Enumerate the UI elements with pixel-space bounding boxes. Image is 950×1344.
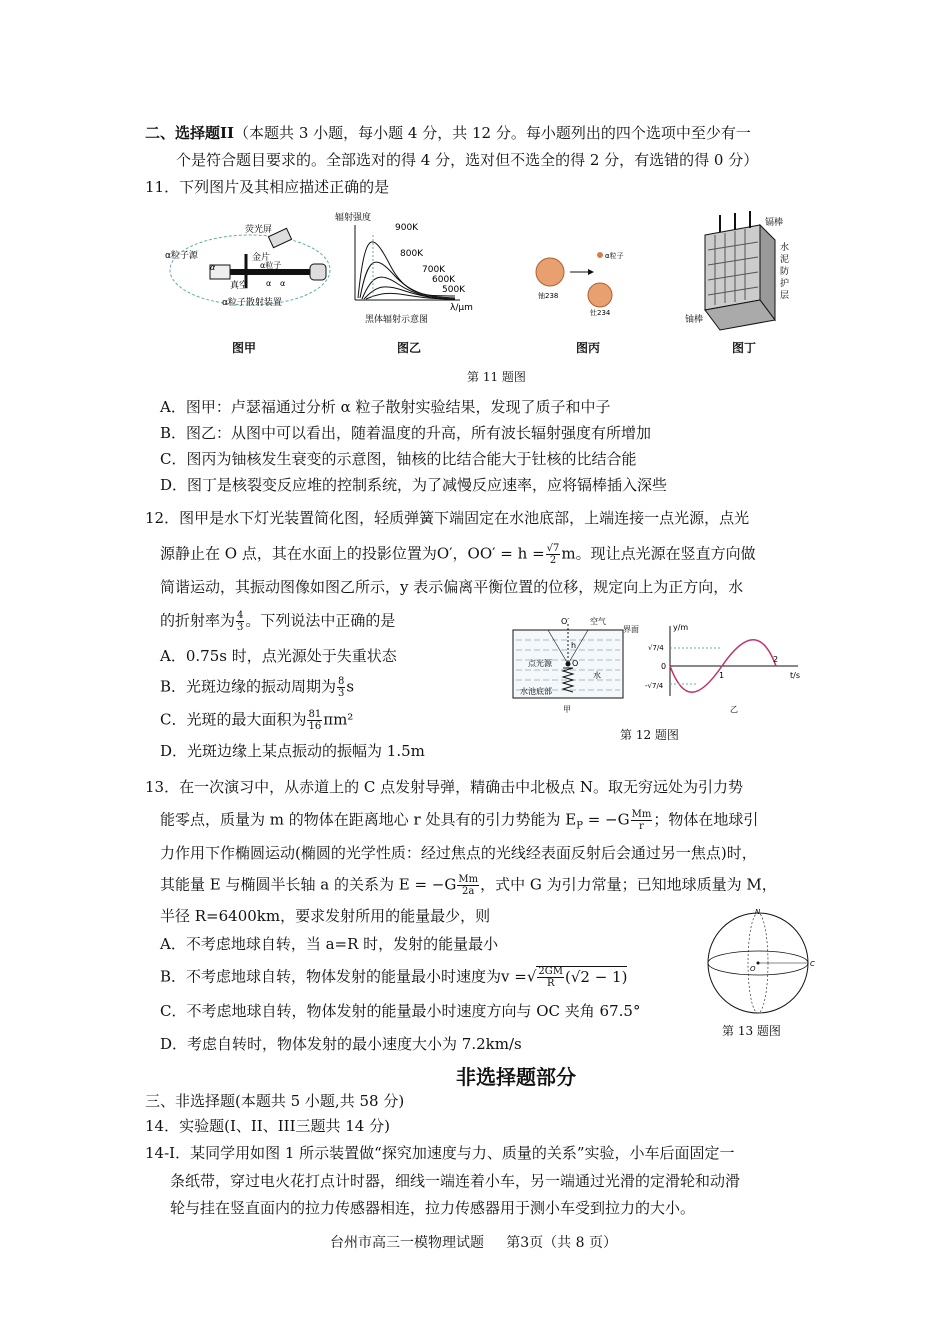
jia-a2: α (266, 279, 272, 288)
q12-fig-jia (513, 616, 639, 714)
q13-e-num: Mm (458, 874, 479, 885)
q12-optb-num: 8 (338, 676, 345, 687)
q14-1-line2: 条纸带，穿过电火花打点计时器，细线一端连着小车，另一端通过光滑的定滑轮和动滑 (170, 1172, 741, 1190)
q12-h-frac (546, 543, 561, 566)
q12-optc-frac (307, 709, 322, 732)
q11-option-c: C．图丙为铀核发生衰变的示意图，铀核的比结合能大于钍核的比结合能 (160, 450, 637, 468)
q12-jia-interface: 界面 (623, 625, 639, 634)
q13-line4 (160, 874, 777, 897)
q13-option-c: C．不考虑地球自转，物体发射的能量最小时速度方向与 OC 夹角 67.5° (160, 1002, 641, 1020)
q13-line2-a: 能零点，质量为 m 的物体在距离地心 r 处具有的引力势能为 E (160, 810, 577, 829)
q12-h-num: √7 (546, 543, 560, 554)
fig-bing (536, 251, 624, 317)
q14-heading: 14．实验题(I、II、III三题共 14 分) (145, 1117, 390, 1135)
q12-option-b (160, 676, 354, 699)
q12-line1: 12．图甲是水下灯光装置简化图，轻质弹簧下端固定在水池底部，上端连接一点光源，点光 (145, 509, 750, 527)
fig-jia (165, 223, 330, 308)
q13-line3: 力作用下作椭圆运动(椭圆的光学性质：经过焦点的光线经表面反射后会通过另一焦点)时， (160, 844, 757, 862)
q13-optb-num: 2GM (538, 966, 563, 977)
q12-yi-t2: 2 (773, 655, 779, 664)
q12-line3: 简谐运动，其振动图像如图乙所示，y 表示偏离平衡位置的位移，规定向上为正方向，水 (160, 578, 744, 596)
q12-yi-ylabel: y/m (673, 623, 689, 632)
yi-temp-0: 900K (395, 223, 419, 233)
q11-stem: 11．下列图片及其相应描述正确的是 (145, 178, 390, 196)
q12-figures (508, 616, 808, 716)
jia-screen: 荧光屏 (245, 225, 273, 235)
q12-optc-den: 16 (308, 721, 322, 732)
jia-vacuum: 真空 (230, 281, 249, 291)
q12-yi-zero: 0 (661, 662, 667, 671)
q12-optb-den: 3 (338, 688, 345, 699)
q12-line2-b: m。现让点光源在竖直方向做 (561, 544, 756, 563)
q13-e-den: 2a (462, 886, 475, 897)
q13-option-b: B．不考虑地球自转，物体发射的能量最小时速度为v =√ $\frac{2GM}{R}$ (√2 − 1) (160, 966, 628, 989)
part2-title: 非选择题部分 (456, 1065, 576, 1089)
section2-desc-2: 个是符合题目要求的。全部选对的得 4 分，选对但不选全的得 2 分，有选错的得 0 分） (176, 151, 759, 169)
bing-alpha: α粒子 (605, 252, 624, 260)
q12-n-frac (236, 610, 244, 633)
q14-1-line3: 轮与挂在竖直面内的拉力传感器相连，拉力传感器用于测小车受到拉力的大小。 (170, 1199, 696, 1217)
q12-jia-air: 空气 (590, 617, 606, 626)
yi-temp-2: 700K (422, 265, 446, 275)
q12-line4-a: 的折射率为 (160, 611, 236, 630)
q13-line2-sub: P (576, 820, 583, 832)
jia-foil: 金片 (252, 253, 271, 263)
yi-temp-1: 800K (400, 249, 424, 259)
q12-optb-b: s (346, 677, 355, 696)
q12-option-c (160, 709, 353, 732)
fig-ding (685, 211, 789, 330)
q12-jia-light: 点光源 (528, 659, 552, 668)
ding-shield1: 水 (780, 243, 790, 253)
q12-jia-water: 水 (593, 671, 601, 680)
q12-n-num: 4 (237, 610, 244, 621)
jia-device: α粒子散射装置 (222, 298, 282, 308)
q12-line4-b: 。下列说法中正确的是 (245, 611, 396, 630)
q13-ep-den: r (639, 821, 644, 832)
ding-shield3: 防 (780, 267, 790, 277)
bing-u238: 铀238 (538, 292, 559, 300)
footer-page: 第3页（共 8 页） (506, 1235, 617, 1251)
q11-figures (160, 210, 800, 360)
q13-line4-a: 其能量 E 与椭圆半长轴 a 的关系为 E = −G (160, 875, 457, 894)
section3-heading: 三、非选择题(本题共 5 小题,共 58 分) (145, 1092, 405, 1110)
q13-ep-frac (631, 809, 653, 832)
q13-fig-c: C (810, 960, 815, 968)
jia-a3: α (280, 279, 286, 288)
q11-option-a: A．图甲：卢瑟福通过分析 α 粒子散射实验结果，发现了质子和中子 (160, 398, 611, 416)
q12-jia-o: O (572, 659, 579, 668)
q11-fig-label-1: 图乙 (397, 341, 422, 355)
q12-yi-t1: 1 (719, 671, 725, 680)
yi-title: 黑体辐射示意图 (365, 315, 429, 325)
q12-jia-label: 甲 (563, 705, 571, 714)
q13-fig-n: N (755, 908, 761, 916)
q12-h-den: 2 (549, 555, 557, 566)
footer-title: 台州市高三一模物理试题 (330, 1235, 484, 1251)
q12-yi-label: 乙 (730, 705, 738, 714)
q12-line2 (160, 543, 756, 566)
ding-shield2: 泥 (780, 255, 790, 265)
q12-fig-yi (645, 623, 800, 714)
q11-fig-caption: 第 11 题图 (467, 370, 526, 384)
jia-source: α粒子源 (165, 251, 198, 261)
q13-ep-num: Mm (631, 809, 652, 820)
q12-jia-h: h (571, 641, 577, 650)
q14-1-line1: 14-I．某同学用如图 1 所示装置做“探究加速度与力、质量的关系”实验，小车后面固定一 (145, 1144, 735, 1162)
q12-optc-a: C．光斑的最大面积为 (160, 710, 307, 729)
ding-fuel: 铀棒 (685, 315, 704, 325)
q11-option-d: D．图丁是核裂变反应堆的控制系统，为了减慢反应速率，应将镉棒插入深些 (160, 476, 668, 494)
yi-temp-4: 500K (442, 285, 466, 295)
q13-line4-b: ，式中 G 为引力常量；已知地球质量为 M， (480, 875, 777, 894)
footer (330, 1232, 617, 1252)
yi-xlabel: λ/μm (450, 303, 473, 313)
q12-yi-ytop: √7/4 (648, 644, 664, 652)
q12-optb-a: B．光斑边缘的振动周期为 (160, 677, 337, 696)
q13-option-a: A．不考虑地球自转，当 a=R 时，发射的能量最小 (160, 935, 499, 953)
q12-option-d: D．光斑边缘上某点振动的振幅为 1.5m (160, 742, 425, 760)
section2-header (145, 123, 751, 143)
q12-option-a: A．0.75s 时，点光源处于失重状态 (160, 647, 397, 665)
q13-e-frac (457, 874, 479, 897)
jia-a1: α (210, 263, 216, 272)
q12-optc-b: πm² (323, 710, 354, 729)
jia-a4: α粒子 (260, 261, 282, 270)
q12-line4 (160, 610, 395, 633)
q12-n-den: 3 (237, 622, 244, 633)
fig-yi (335, 211, 473, 325)
q12-jia-bottom: 水池底部 (520, 687, 552, 696)
section2-heading: 二、选择题II (145, 124, 235, 142)
q12-jia-oprime: O′ (561, 617, 570, 626)
q13-line2 (160, 809, 758, 837)
q13-optb-a: B．不考虑地球自转，物体发射的能量最小时速度为v = (160, 967, 527, 986)
ding-shield4: 护 (780, 279, 790, 289)
q13-option-d: D．考虑自转时，物体发射的最小速度大小为 7.2km/s (160, 1035, 522, 1053)
q12-yi-xlabel: t/s (790, 671, 800, 680)
q13-line5: 半径 R=6400km，要求发射所用的能量最少，则 (160, 907, 491, 925)
q11-fig-label-0: 图甲 (232, 341, 257, 355)
yi-temp-3: 600K (432, 275, 456, 285)
section2-desc-1: （本题共 3 小题，每小题 4 分，共 12 分。每小题列出的四个选项中至少有一 (234, 124, 751, 142)
q12-fig-caption: 第 12 题图 (620, 728, 679, 742)
q13-line1: 13．在一次演习中，从赤道上的 C 点发射导弹，精确击中北极点 N。取无穷远处为引力势 (145, 778, 743, 796)
q11-fig-label-3: 图丁 (732, 341, 757, 355)
bing-th234: 钍234 (590, 309, 611, 317)
ding-rods: 镉棒 (765, 218, 784, 228)
q13-optb-den: R (546, 978, 555, 989)
q11-fig-label-2: 图丙 (576, 341, 601, 355)
q13-line2-b: ；物体在地球引 (653, 810, 759, 829)
q13-optb-b: (√2 − 1) (565, 967, 628, 986)
q13-figure (700, 908, 820, 1018)
q13-optb-frac (537, 966, 564, 989)
q12-line2-a: 源静止在 O 点，其在水面上的投影位置为O′，OO′ = h = (160, 544, 545, 563)
ding-shield5: 层 (780, 291, 790, 301)
q13-fig-o: O (750, 965, 756, 973)
q11-option-b: B．图乙：从图中可以看出，随着温度的升高，所有波长辐射强度有所增加 (160, 424, 652, 442)
q12-optc-num: 81 (308, 709, 322, 720)
q12-optb-frac (337, 676, 345, 699)
q12-yi-ybot: -√7/4 (645, 682, 664, 690)
q13-line2-eq: = −G (582, 810, 630, 829)
q13-fig-caption: 第 13 题图 (722, 1024, 781, 1038)
yi-ylabel: 辐射强度 (335, 213, 372, 223)
